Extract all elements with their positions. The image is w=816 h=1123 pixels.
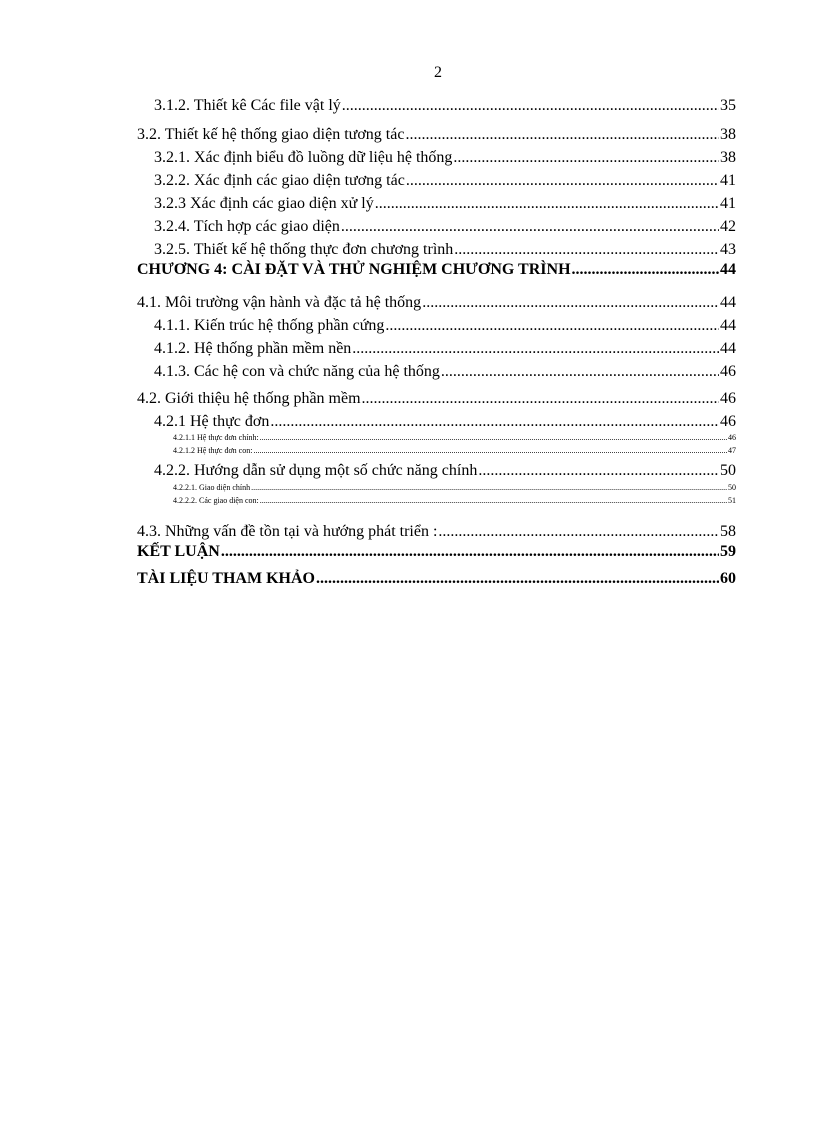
page-number: 2 (434, 64, 442, 81)
toc-leader (385, 316, 719, 336)
toc-entry-text: 3.2.3 Xác định các giao diện xử lý (154, 195, 374, 212)
toc-entry[interactable] (154, 316, 736, 336)
toc-entry[interactable] (173, 432, 736, 444)
toc-entry-text: 3.2.1. Xác định biểu đồ luồng dữ liệu hệ thống (154, 149, 453, 166)
toc-entry-page: 42 (720, 218, 736, 235)
toc-chapter[interactable] (137, 569, 736, 589)
toc-leader (441, 362, 719, 382)
toc-entry[interactable] (154, 240, 736, 260)
toc-leader (316, 569, 719, 589)
toc-entry-text: 4.2.2.1. Giao diện chính (173, 483, 251, 492)
toc-entry[interactable] (154, 362, 736, 382)
toc-entry-page: 35 (720, 97, 736, 114)
toc-entry[interactable] (154, 461, 736, 481)
toc-entry-text: 4.2.1.1 Hệ thực đơn chính: (173, 433, 259, 442)
toc-entry[interactable] (173, 445, 736, 457)
toc-entry[interactable] (154, 339, 736, 359)
toc-entry[interactable] (173, 482, 736, 494)
toc-entry-text: 3.2.4. Tích hợp các giao diện (154, 218, 340, 235)
toc-leader (270, 412, 719, 432)
toc-entry-text: 4.1.2. Hệ thống phần mềm nền (154, 340, 352, 357)
toc-leader (572, 260, 719, 280)
toc-entry-text: 4.1. Môi trường vận hành và đặc tả hệ thống (137, 294, 422, 311)
toc-leader (260, 432, 727, 444)
toc-leader (342, 96, 719, 116)
toc-entry-page: 44 (720, 340, 736, 357)
toc-entry[interactable] (154, 148, 736, 168)
toc-entry-page: 60 (720, 570, 736, 587)
toc-leader (260, 495, 727, 507)
toc-chapter[interactable] (137, 542, 736, 562)
toc-entry[interactable] (154, 412, 736, 432)
toc-entry-text: 4.2.2. Hướng dẫn sử dụng một số chức năng chính (154, 462, 478, 479)
toc-entry-page: 43 (720, 241, 736, 258)
toc-leader (405, 125, 719, 145)
toc-entry-text: KẾT LUẬN (137, 543, 220, 560)
toc-entry-text: 4.2. Giới thiệu hệ thống phần mềm (137, 390, 361, 407)
toc-leader (251, 482, 727, 494)
toc-leader (253, 445, 727, 457)
toc-entry-page: 46 (728, 433, 736, 442)
toc-entry-text: 3.2.5. Thiết kế hệ thống thực đơn chương trình (154, 241, 454, 258)
toc-entry-page: 58 (720, 523, 736, 540)
toc-entry-page: 59 (720, 543, 736, 560)
toc-entry[interactable] (154, 194, 736, 214)
toc-entry-text: 3.1.2. Thiết kê Các file vật lý (154, 97, 341, 114)
toc-entry-page: 44 (720, 261, 736, 278)
toc-leader (406, 171, 719, 191)
table-of-contents (0, 96, 816, 616)
toc-entry-page: 46 (720, 413, 736, 430)
toc-entry[interactable] (154, 217, 736, 237)
toc-entry-text: TÀI LIỆU THAM KHẢO (137, 570, 315, 587)
toc-entry[interactable] (137, 522, 736, 542)
toc-entry-page: 46 (720, 363, 736, 380)
toc-leader (375, 194, 719, 214)
toc-entry-page: 50 (720, 462, 736, 479)
toc-leader (453, 148, 719, 168)
toc-entry-page: 47 (728, 446, 736, 455)
toc-entry-page: 50 (728, 483, 736, 492)
toc-entry-page: 38 (720, 126, 736, 143)
toc-leader (454, 240, 719, 260)
toc-leader (422, 293, 719, 313)
toc-leader (478, 461, 719, 481)
toc-leader (341, 217, 719, 237)
toc-entry-text: 4.2.1.2 Hệ thực đơn con: (173, 446, 253, 455)
toc-entry-text: 4.3. Những vấn đề tồn tại và hướng phát triển : (137, 523, 438, 540)
toc-chapter[interactable] (137, 260, 736, 280)
toc-entry[interactable] (173, 495, 736, 507)
toc-entry-page: 41 (720, 195, 736, 212)
toc-leader (362, 389, 719, 409)
toc-entry-text: 3.2. Thiết kế hệ thống giao diện tương tác (137, 126, 405, 143)
toc-entry[interactable] (154, 96, 736, 116)
toc-entry-text: 4.2.1 Hệ thực đơn (154, 413, 270, 430)
toc-entry-text: 4.1.3. Các hệ con và chức năng của hệ thống (154, 363, 440, 380)
toc-entry-page: 41 (720, 172, 736, 189)
toc-entry-text: 3.2.2. Xác định các giao diện tương tác (154, 172, 405, 189)
toc-entry-text: 4.1.1. Kiến trúc hệ thống phần cứng (154, 317, 385, 334)
toc-entry-page: 44 (720, 294, 736, 311)
toc-leader (352, 339, 719, 359)
toc-entry-page: 51 (728, 496, 736, 505)
toc-entry-text: 4.2.2.2. Các giao diện con: (173, 496, 259, 505)
toc-entry-text: CHƯƠNG 4: CÀI ĐẶT VÀ THỬ NGHIỆM CHƯƠNG TRÌNH (137, 261, 571, 278)
toc-entry[interactable] (154, 171, 736, 191)
toc-entry-page: 38 (720, 149, 736, 166)
toc-entry[interactable] (137, 389, 736, 409)
toc-entry[interactable] (137, 125, 736, 145)
toc-entry-page: 46 (720, 390, 736, 407)
toc-leader (221, 542, 719, 562)
toc-entry[interactable] (137, 293, 736, 313)
toc-entry-page: 44 (720, 317, 736, 334)
toc-leader (438, 522, 719, 542)
